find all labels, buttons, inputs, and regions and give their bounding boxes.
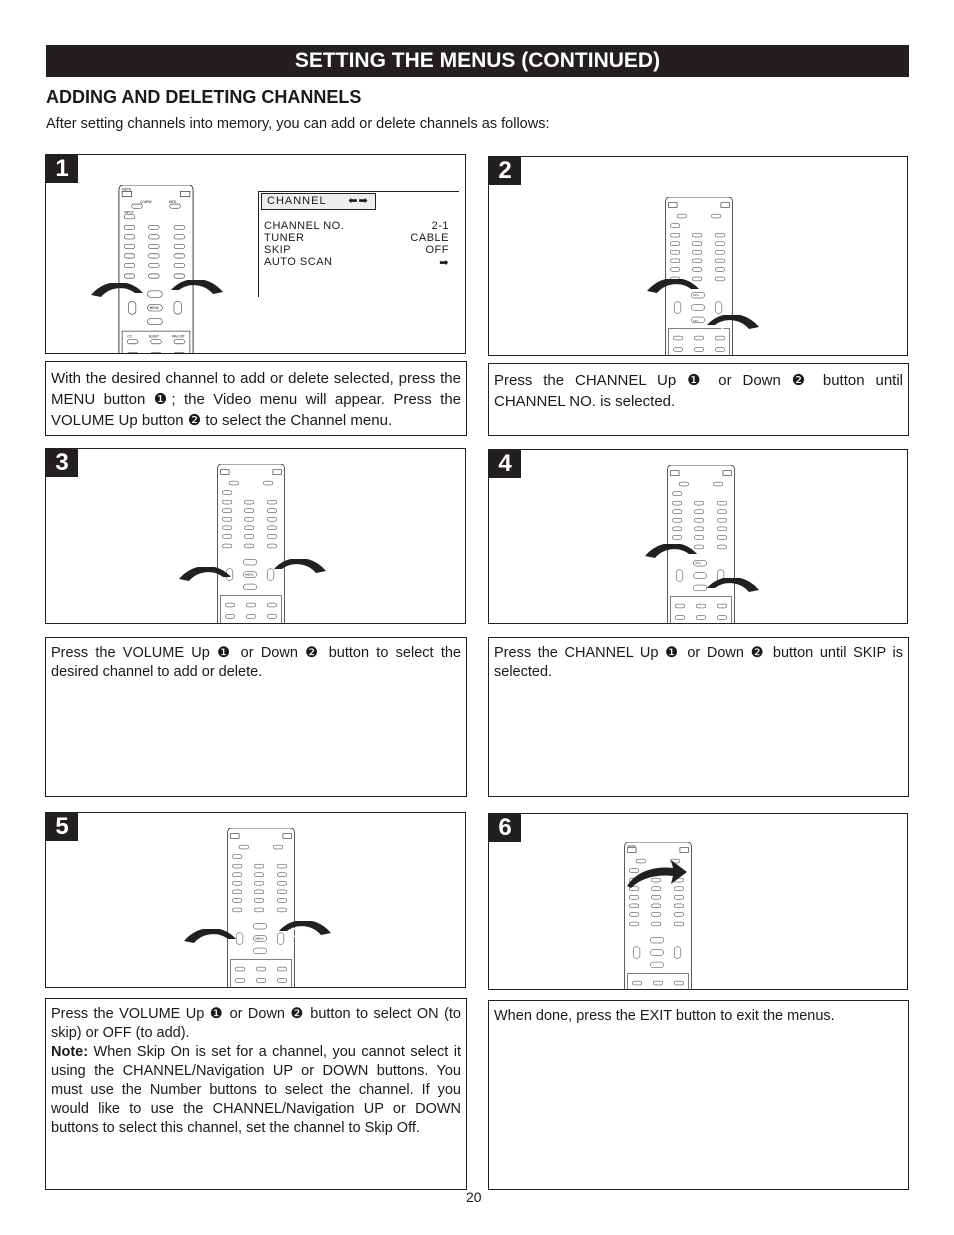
remote-label-menu: MENU — [149, 305, 159, 310]
left-right-arrows-icon: ⬅➡ — [348, 195, 369, 207]
remote-label-favlist: FAV.LIST — [171, 334, 185, 339]
step-number: 3 — [46, 449, 78, 477]
remote-label-sleep: SLEEP — [148, 334, 159, 339]
remote-label-input: INPUT — [124, 210, 134, 215]
callout-arrow-2 — [707, 578, 767, 602]
menu-row-tuner: TUNER CABLE — [264, 232, 449, 244]
callout-number: 1 — [677, 284, 685, 300]
step-5-instruction: Press the VOLUME Up ❶ or Down ❷ button to select ON (to skip) or OFF (to add). — [51, 1006, 461, 1041]
step-3-figure — [45, 448, 466, 624]
callout-number: 2 — [184, 283, 192, 299]
remote-label-mute: MUTE — [627, 843, 636, 848]
remote-label-cc: CC — [127, 334, 132, 339]
step-number: 1 — [46, 155, 78, 183]
step-2-figure — [488, 156, 908, 356]
menu-row-auto-scan: AUTO SCAN ➡ — [264, 256, 449, 269]
channel-menu-title: CHANNEL ⬅➡ — [261, 193, 376, 210]
channel-menu-osd — [258, 191, 459, 297]
menu-row-channel-no: CHANNEL NO. 2-1 — [264, 220, 449, 232]
callout-arrow-1 — [91, 283, 151, 307]
callout-arrow-1 — [647, 279, 707, 303]
remote-control-illustration — [224, 828, 298, 988]
remote-label-chplus: CH+ — [693, 293, 700, 298]
step-4-figure — [488, 449, 908, 624]
callout-number: 1 — [292, 924, 300, 940]
step-1-text: With the desired channel to add or delete selected, press the MENU button ❶; the Video menu will appear. Press the VOLUME Up button ❷ to select the Channel menu. — [45, 361, 467, 436]
section-intro: After setting channels into memory, you can add or delete channels as follows: — [46, 116, 550, 132]
step-number: 4 — [489, 450, 521, 478]
step-1-figure — [45, 154, 466, 354]
remote-label-menu: MENU — [255, 936, 264, 941]
remote-label-chminus: CH- — [693, 318, 699, 323]
callout-arrow-1 — [274, 559, 334, 583]
step-4-text: Press the CHANNEL Up ❶ or Down ❷ button until SKIP is selected. — [488, 637, 909, 797]
note-label: Note: — [51, 1044, 89, 1060]
callout-number: 1 — [287, 562, 295, 578]
remote-label-qview: Q.VIEW — [140, 200, 152, 204]
section-title: ADDING AND DELETING CHANNELS — [46, 87, 362, 107]
callout-arrow-1 — [279, 921, 339, 945]
menu-row-skip: SKIP OFF — [264, 244, 449, 256]
step-6-figure — [488, 813, 908, 990]
page-number: 20 — [466, 1189, 482, 1205]
remote-label-info: INFO — [168, 200, 177, 204]
remote-label-mute: MUTE — [122, 187, 132, 192]
note-text: When Skip On is set for a channel, you cannot select it using the CHANNEL/Navigation UP or DOWN buttons. You must use the Number buttons to select the channel. If you would like to use the CHANNEL/Navigation UP or DOWN buttons to select this channel, set the channel to Skip Off. — [51, 1044, 461, 1136]
callout-number: 2 — [209, 572, 217, 588]
step-5-text — [45, 998, 467, 1190]
callout-arrow-2 — [707, 315, 767, 339]
step-number: 2 — [489, 157, 521, 185]
remote-label-menu: MENU — [245, 572, 254, 577]
callout-arrow-2 — [179, 567, 239, 591]
callout-number: 1 — [121, 290, 129, 306]
step-number: 5 — [46, 813, 78, 841]
step-2-text: Press the CHANNEL Up ❶ or Down ❷ button until CHANNEL NO. is selected. — [488, 363, 909, 436]
callout-number: 2 — [720, 581, 728, 597]
callout-number: 2 — [720, 318, 728, 334]
exit-button-arrow — [627, 860, 687, 890]
step-3-text: Press the VOLUME Up ❶ or Down ❷ button to select the desired channel to add or delete. — [45, 637, 467, 797]
right-arrow-icon: ➡ — [439, 257, 449, 269]
step-5-figure — [45, 812, 466, 988]
callout-arrow-2 — [184, 929, 244, 953]
page-title-banner: SETTING THE MENUS (CONTINUED) — [46, 45, 909, 77]
step-6-text: When done, press the EXIT button to exit the menus. — [488, 1000, 909, 1190]
callout-arrow-1 — [645, 544, 705, 568]
callout-number: 1 — [675, 549, 683, 565]
callout-number: 2 — [214, 934, 222, 950]
callout-arrow-2 — [171, 280, 231, 304]
step-number: 6 — [489, 814, 521, 842]
remote-control-illustration — [214, 464, 288, 624]
remote-label-chplus: CH+ — [695, 561, 702, 566]
remote-control-illustration — [116, 185, 196, 354]
